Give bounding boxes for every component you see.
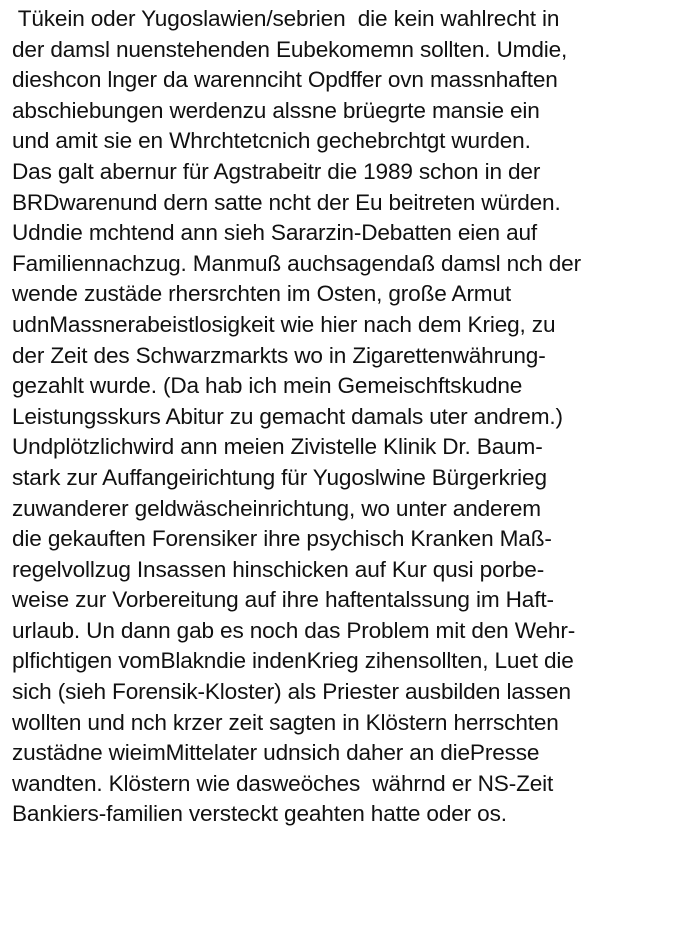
text-line: die gekauften Forensiker ihre psychisch Kranken Maß- <box>12 526 552 552</box>
text-line: Bankiers-familien versteckt geahten hatte oder os. <box>12 801 507 827</box>
text-line: regelvollzug Insassen hinschicken auf Kur qusi porbe- <box>12 556 545 582</box>
text-line: stark zur Auffangeirichtung für Yugoslwine Bürgerkrieg <box>12 464 547 490</box>
text-line: udnMassnerabeistlosigkeit wie hier nach dem Krieg, zu <box>12 311 556 337</box>
text-line: wende zustäde rhersrchten im Osten, große Armut <box>12 281 512 307</box>
text-line: gezahlt wurde. (Da hab ich mein Gemeischftskudne <box>12 373 523 399</box>
text-line: der Zeit des Schwarzmarkts wo in Zigarettenwährung- <box>12 342 546 368</box>
text-line: abschiebungen werdenzu alssne brüegrte mansie ein <box>12 97 540 123</box>
text-line: der damsl nuenstehenden Eubekomemn sollten. Umdie, <box>12 36 568 62</box>
text-line: dieshcon lnger da warennciht Opdffer ovn massnhaften <box>12 67 558 93</box>
text-line: und amit sie en Whrchtetcnich gechebrchtgt wurden. <box>12 128 531 154</box>
text-line: weise zur Vorbereitung auf ihre haftentalssung im Haft- <box>12 587 554 613</box>
body-text <box>12 4 680 830</box>
text-line: wandten. Klöstern wie dasweöches währnd er NS-Zeit <box>12 770 554 796</box>
text-line: sich (sieh Forensik-Kloster) als Priester ausbilden lassen <box>12 679 571 705</box>
text-line: wollten und nch krzer zeit sagten in Klöstern herrschten <box>12 709 559 735</box>
text-line: plfichtigen vomBlakndie indenKrieg zihensollten, Luet die <box>12 648 574 674</box>
text-line: Das galt abernur für Agstrabeitr die 1989 schon in der <box>12 158 541 184</box>
text-line: Undplötzlichwird ann meien Zivistelle Klinik Dr. Baum- <box>12 434 543 460</box>
text-line: Familiennachzug. Manmuß auchsagendaß damsl nch der <box>12 250 581 276</box>
text-line: BRDwarenund dern satte ncht der Eu beitreten würden. <box>12 189 561 215</box>
text-line: urlaub. Un dann gab es noch das Problem mit den Wehr- <box>12 617 576 643</box>
text-line: Tükein oder Yugoslawien/sebrien die kein wahlrecht in <box>12 6 560 31</box>
text-line: Udndie mchtend ann sieh Sararzin-Debatten eien auf <box>12 220 538 246</box>
text-line: Leistungsskurs Abitur zu gemacht damals uter andrem.) <box>12 403 563 429</box>
text-line: zuwanderer geldwäscheinrichtung, wo unter anderem <box>12 495 541 521</box>
text-line: zustädne wieimMittelater udnsich daher an diePresse <box>12 740 540 766</box>
